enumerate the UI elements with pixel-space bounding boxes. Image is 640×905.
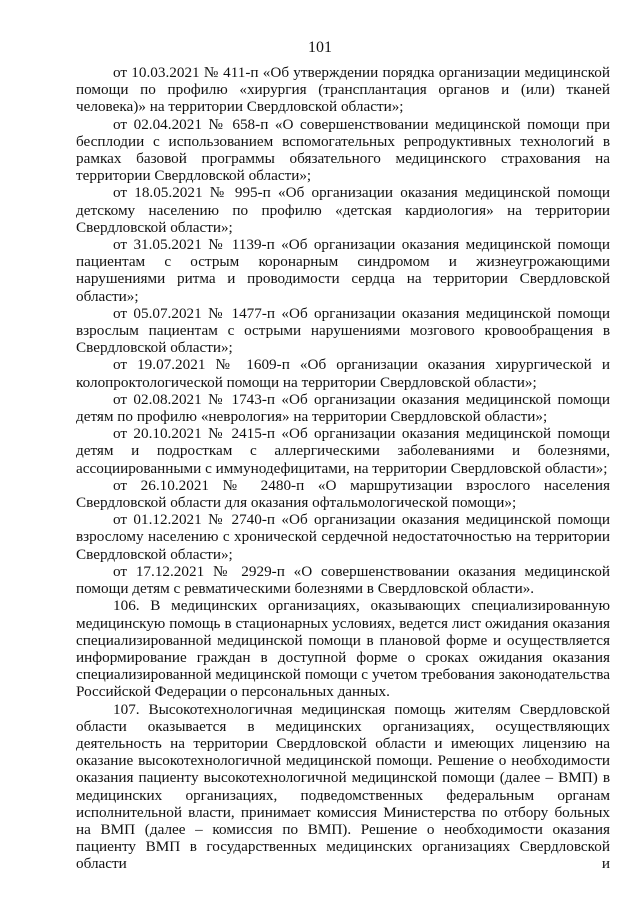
decree-item-1609: от 19.07.2021 № 1609-п «Об организации оказания хирургической и колопроктологической помощи на территории Свердловской области»; xyxy=(76,356,610,391)
decree-item-2740: от 01.12.2021 № 2740-п «Об организации оказания медицинской помощи взрослому населению с хронической сердечной недостаточностью на территории Свердловской области»; xyxy=(76,511,610,563)
page-number: 101 xyxy=(308,39,332,56)
decree-item-995: от 18.05.2021 № 995-п «Об организации оказания медицинской помощи детскому населению по профилю «детская кардиология» на территории Свердловской области»; xyxy=(76,184,610,236)
decree-item-2480: от 26.10.2021 № 2480-п «О маршрутизации взрослого населения Свердловской области для оказания офтальмологической помощи»; xyxy=(76,476,610,512)
decree-item-1743: от 02.08.2021 № 1743-п «Об организации оказания медицинской помощи детям по профилю «неврология» на территории Свердловской области»; xyxy=(76,390,610,426)
decree-item-1477: от 05.07.2021 № 1477-п «Об организации оказания медицинской помощи взрослым пациентам с острыми нарушениями мозгового кровообращения в Свердловской области»; xyxy=(76,304,610,357)
clause-107: 107. Высокотехнологичная медицинская помощь жителям Свердловской области оказывается в медицинских организациях, осуществляющих деятельность на территории Свердловской области и имеющих лицензию на оказание высокотехнологичной медицинской помощи. Решение о необходимости оказания пациенту высокотехнологичной медицинской помощи (далее – ВМП) в медицинских организациях, подведомственных федеральным органам исполнительной власти, принимает комиссия Министерства по отбору больных на ВМП (далее – комиссия по ВМП). Решение о необходимости оказания пациенту ВМП в государственных медицинских организациях Свердловской области и xyxy=(76,700,610,873)
decree-item-411: от 10.03.2021 № 411-п «Об утверждении порядка организации медицинской помощи по профилю «хирургия (трансплантация органов и (или) тканей человека)» на территории Свердловской области»; xyxy=(76,64,610,116)
document-body xyxy=(76,64,610,873)
decree-item-2415: от 20.10.2021 № 2415-п «Об организации оказания медицинской помощи детям и подросткам с аллергическими заболеваниями и болезнями, ассоциированными с иммунодефицитами, на территории Свердловской области»; xyxy=(76,425,610,477)
decree-item-1139: от 31.05.2021 № 1139-п «Об организации оказания медицинской помощи пациентам с острым коронарным синдромом и жизнеугрожающими нарушениями ритма и проводимости сердца на территории Свердловской области»; xyxy=(76,236,610,305)
decree-item-2929: от 17.12.2021 № 2929-п «О совершенствовании оказания медицинской помощи детям с ревматическими болезнями в Свердловской области». xyxy=(76,562,610,598)
clause-106: 106. В медицинских организациях, оказывающих специализированную медицинскую помощь в стационарных условиях, ведется лист ожидания оказания специализированной медицинской помощи в плановой форме и осуществляется информирование граждан в доступной форме о сроках ожидания оказания специализированной медицинской помощи с учетом требования законодательства Российской Федерации о персональных данных. xyxy=(76,597,610,701)
decree-item-658: от 02.04.2021 № 658-п «О совершенствовании медицинской помощи при бесплодии с использованием вспомогательных репродуктивных технологий в рамках базовой программы обязательного медицинского страхования на территории Свердловской области»; xyxy=(76,115,610,185)
